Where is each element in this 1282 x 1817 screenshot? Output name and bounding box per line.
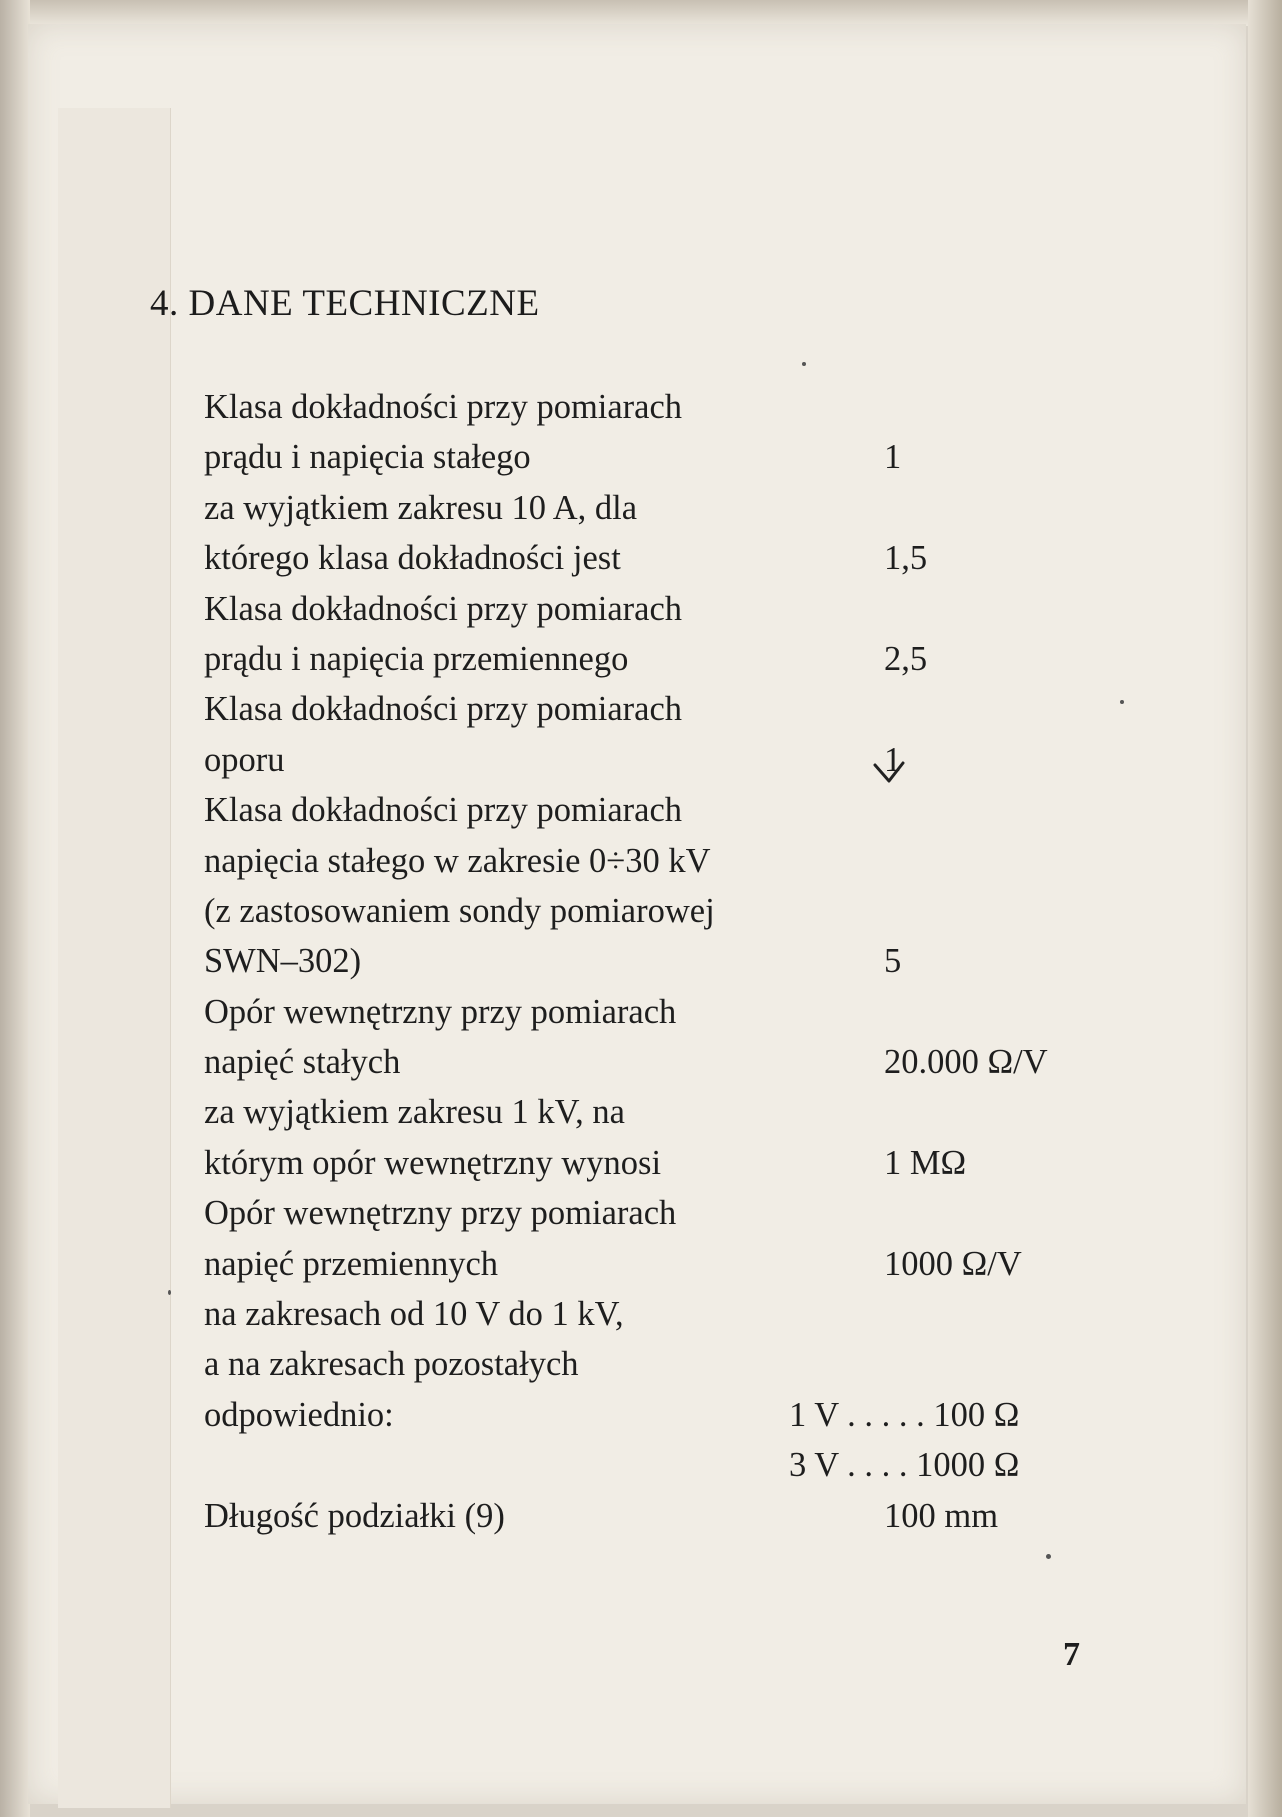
spec-row (204, 584, 1104, 634)
spec-row (204, 1440, 1104, 1490)
spec-row (204, 886, 1104, 936)
page-edge-right (1248, 0, 1282, 1817)
spec-row (204, 533, 1104, 583)
spec-label: odpowiednio: (204, 1395, 394, 1434)
spec-label: Klasa dokładności przy pomiarach (204, 690, 683, 729)
paper-speck (1120, 700, 1124, 704)
spec-row (204, 382, 1104, 432)
spec-value: 1 (884, 740, 902, 779)
paper-speck (1046, 1554, 1051, 1559)
spec-row (204, 634, 1104, 684)
spec-label: którym opór wewnętrzny wynosi (204, 1143, 662, 1182)
spec-value: 100 mm (884, 1496, 999, 1535)
spec-row (204, 1037, 1104, 1087)
spec-value: 1 V . . . . . 100 Ω (789, 1395, 1020, 1434)
spec-value: 1 (884, 438, 902, 477)
spec-row (204, 684, 1104, 734)
spec-row (204, 483, 1104, 533)
spec-row (204, 987, 1104, 1037)
spec-label: Opór wewnętrzny przy pomiarach (204, 1194, 677, 1233)
spec-row (204, 1491, 1104, 1541)
spec-label: prądu i napięcia przemiennego (204, 639, 629, 678)
spec-label: (z zastosowaniem sondy pomiarowej (204, 891, 715, 930)
page-edge-left (0, 0, 30, 1817)
handwritten-arrow-icon (872, 759, 906, 785)
binding-margin (58, 108, 171, 1808)
spec-value: 3 V . . . . 1000 Ω (789, 1446, 1020, 1485)
spec-label: oporu (204, 740, 285, 779)
paper-speck (168, 1290, 171, 1295)
spec-row (204, 1239, 1104, 1289)
spec-row (204, 1138, 1104, 1188)
spec-row (204, 1339, 1104, 1389)
spec-label: którego klasa dokładności jest (204, 539, 621, 578)
spec-row (204, 936, 1104, 986)
page-edge-top (0, 0, 1282, 26)
spec-label: napięć stałych (204, 1043, 401, 1082)
spec-value: 2,5 (884, 639, 928, 678)
section-heading: 4. DANE TECHNICZNE (150, 283, 540, 324)
technical-specs-list (204, 382, 1104, 1541)
spec-value: 1000 Ω/V (884, 1244, 1022, 1283)
spec-label: napięć przemiennych (204, 1244, 499, 1283)
spec-label: Długość podziałki (9) (204, 1496, 505, 1535)
spec-label: Klasa dokładności przy pomiarach (204, 589, 683, 628)
spec-row (204, 836, 1104, 886)
spec-value: 5 (884, 942, 902, 981)
spec-label: na zakresach od 10 V do 1 kV, (204, 1295, 624, 1334)
spec-label: Klasa dokładności przy pomiarach (204, 388, 683, 426)
spec-row (204, 735, 1104, 785)
page-number: 7 (1063, 1636, 1080, 1673)
spec-label: za wyjątkiem zakresu 1 kV, na (204, 1093, 625, 1132)
spec-value: 20.000 Ω/V (884, 1043, 1048, 1082)
spec-label: Klasa dokładności przy pomiarach (204, 791, 683, 830)
spec-row (204, 1289, 1104, 1339)
spec-label: SWN–302) (204, 942, 362, 981)
spec-row (204, 432, 1104, 482)
spec-label: a na zakresach pozostałych (204, 1345, 579, 1384)
spec-row (204, 1390, 1104, 1440)
spec-label: Opór wewnętrzny przy pomiarach (204, 992, 677, 1031)
spec-label: napięcia stałego w zakresie 0÷30 kV (204, 841, 711, 880)
spec-row (204, 1087, 1104, 1137)
spec-label: za wyjątkiem zakresu 10 A, dla (204, 488, 638, 527)
spec-label: prądu i napięcia stałego (204, 438, 531, 477)
spec-row (204, 785, 1104, 835)
spec-value: 1,5 (884, 539, 928, 578)
paper-speck (802, 362, 806, 366)
spec-value: 1 MΩ (884, 1143, 967, 1182)
spec-row (204, 1188, 1104, 1238)
